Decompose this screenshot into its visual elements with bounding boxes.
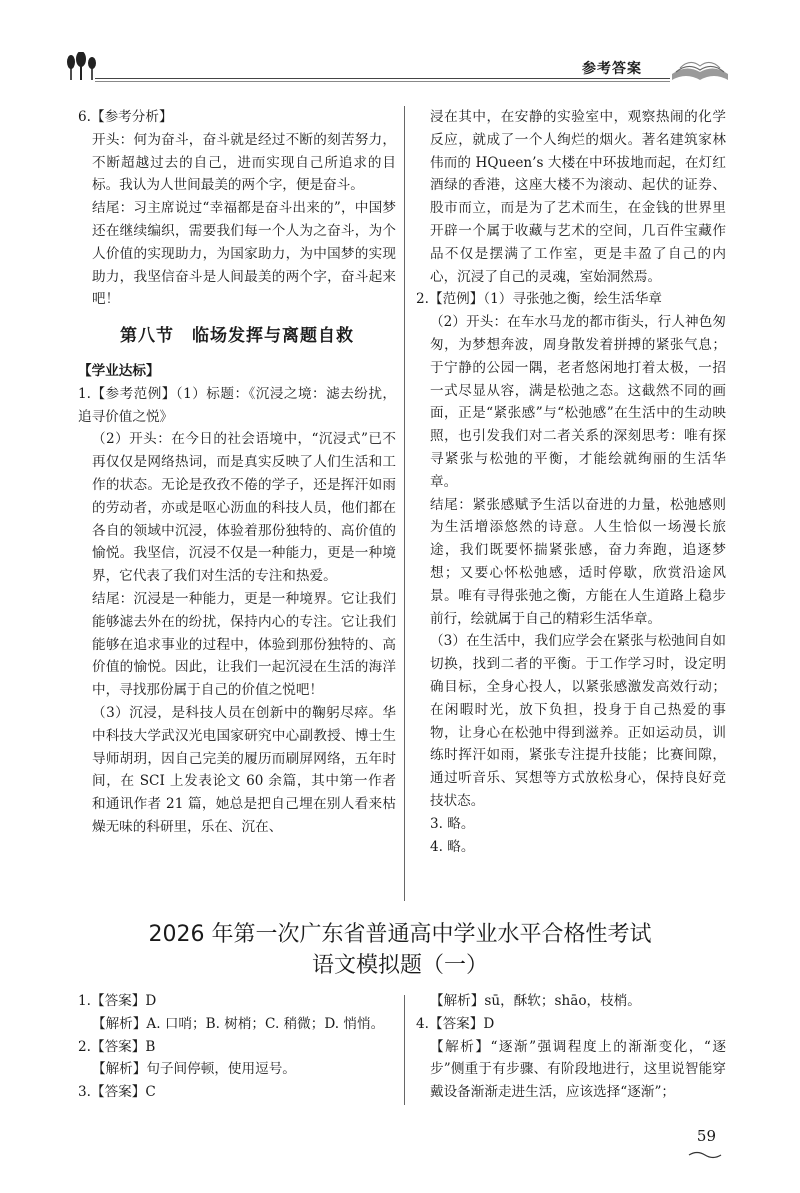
answers-right <box>416 990 726 1104</box>
page-ornament-icon <box>688 1150 722 1160</box>
answer-1: 1.【答案】D <box>78 993 157 1009</box>
answer-4-analysis: 【解析】“逐渐”强调程度上的渐渐变化，“逐步”侧重于有步骤、有阶段地进行，这里说智能穿戴设备渐渐走进生活，应该选择“逐渐”； <box>430 1038 726 1101</box>
page-number: 59 <box>696 1127 716 1145</box>
item-6-ending: 结尾：习主席说过“幸福都是奋斗出来的”，中国梦还在继续编织，需要我们每一个人为之奋斗，为个人价值的实现助力，为国家助力，为中国梦的实现助力，我坚信奋斗是人间最美的两个字，奋斗起来吧！ <box>92 200 396 308</box>
item-2-body: （3）在生活中，我们应学会在紧张与松弛间自如切换，找到二者的平衡。于工作学习时，设定明确目标，全身心投人，以紧张感激发高效行动；在闲暇时光，放下负担，投身于自己热爱的事物，让身心在松弛中得到滋养。正如运动员，训练时挥汗如雨，紧张专注提升技能；比赛间隙，通过听音乐、冥想等方式放松身心，保持良好竞技状态。 <box>430 633 726 809</box>
header-title: 参考答案 <box>582 61 642 77</box>
exam-title: 2026 年第一次广东省普通高中学业水平合格性考试 <box>148 922 652 947</box>
item-1-body: （3）沉浸，是科技人员在创新中的鞠躬尽瘁。华中科技大学武汉光电国家研究中心副教授、博士生导师胡玥，因自己完美的履历而刷屏网络，五年时间，在 SCI 上发表论文 60 余篇，其中第一作者和通讯作者 21 篇，她总是把自己埋在别人看来枯燥无味的科研里，乐在、沉在、 <box>92 704 396 835</box>
answer-2: 2.【答案】B <box>78 1038 156 1055</box>
item-1-opening: （2）开头：在今日的社会语境中，“沉浸式”已不再仅仅是网络热词，而是真实反映了人们生活和工作的状态。无论是孜孜不倦的学子，还是挥汗如雨的劳动者，亦或是呕心沥血的科技人员，他们都在各自的领域中沉浸，体验着那份独特的、高价值的愉悦。我坚信，沉浸不仅是一种能力，更是一种境界，它代表了我们对生活的专注和热爱。 <box>92 431 396 585</box>
column-divider <box>404 106 405 901</box>
item-2-ending: 结尾：紧张感赋予生活以奋进的力量，松弛感则为生活增添悠然的诗意。人生恰似一场漫长旅途，我们既要怀揣紧张感，奋力奔跑，追逐梦想；又要心怀松弛感，适时停歇，欣赏沿途风景。唯有寻得张弛之衡，方能在人生道路上稳步前行，绘就属于自己的精彩生活华章。 <box>430 496 726 627</box>
item-6-opening: 开头：何为奋斗，奋斗就是经过不断的刻苦努力，不断超越过去的自己，进而实现自己所追求的目标。我认为人世间最美的两个字，便是奋斗。 <box>92 131 396 194</box>
item-6-heading: 6.【参考分析】 <box>78 109 173 125</box>
answer-2-analysis: 【解析】句子间停顿，使用逗号。 <box>92 1061 296 1078</box>
item-3: 3. 略。 <box>430 815 475 832</box>
answer-1-analysis: 【解析】A. 口哨；B. 树梢；C. 稍微；D. 悄悄。 <box>92 1015 385 1032</box>
open-book-icon <box>670 50 730 84</box>
item-1-body-cont: 浸在其中，在安静的实验室中，观察热闹的化学反应，就成了一个人绚烂的烟火。著名建筑家林伟而的 HQueen’s 大楼在中环拔地而起，在灯红酒绿的香港，这座大楼不为滚动、起伏的证券、股市而立，而是为了艺术而生，在金钱的世界里开辟一个属于收藏与艺术的空间，几百件宝藏作品不仅是摆满了工作室，更是丰盈了自己的内心，沉浸了自己的灵魂，室始洞然焉。 <box>430 109 726 285</box>
header-rule <box>95 78 670 79</box>
header-rule-thin <box>95 81 670 82</box>
left-column <box>78 106 396 839</box>
exam-subtitle: 语文模拟题（一） <box>311 953 488 978</box>
item-1-title: 1.【参考范例】（1）标题：《沉浸之境：滤去纷扰，追寻价值之悦》 <box>78 385 396 425</box>
answer-3-analysis: 【解析】sū，酥软；shāo，枝梢。 <box>430 993 641 1009</box>
trees-icon <box>65 52 99 82</box>
answers-left <box>78 990 396 1104</box>
item-4: 4. 略。 <box>430 838 475 855</box>
answer-4: 4.【答案】D <box>416 1015 495 1032</box>
item-1-ending: 结尾：沉浸是一种能力，更是一种境界。它让我们能够滤去外在的纷扰，保持内心的专注。它让我们能够在追求事业的过程中，体验到那份独特的、高价值的愉悦。因此，让我们一起沉浸在生活的海洋中，寻找那份属于自己的价值之悦吧！ <box>92 590 396 699</box>
right-column <box>416 106 726 858</box>
item-2-title: 2.【范例】（1）寻张弛之衡，绘生活华章 <box>416 291 662 308</box>
answer-3: 3.【答案】C <box>78 1084 156 1101</box>
page-header <box>65 46 730 86</box>
section-title: 第八节 临场发挥与离题自救 <box>120 326 354 347</box>
subsection-heading: 【学业达标】 <box>78 362 160 379</box>
item-2-opening: （2）开头：在车水马龙的都市街头，行人神色匆匆，为梦想奔波，周身散发着拼搏的紧张气息；于宁静的公园一隅，老者悠闲地打着太极，一招一式尽显从容，满是松弛之态。这截然不同的画面，正是“紧张感”与“松弛感”在生活中的生动映照，也引发我们对二者关系的深刻思考：唯有探寻紧张与松弛的平衡，才能绘就绚丽的生活华章。 <box>430 314 726 490</box>
column-divider-lower <box>404 995 405 1105</box>
